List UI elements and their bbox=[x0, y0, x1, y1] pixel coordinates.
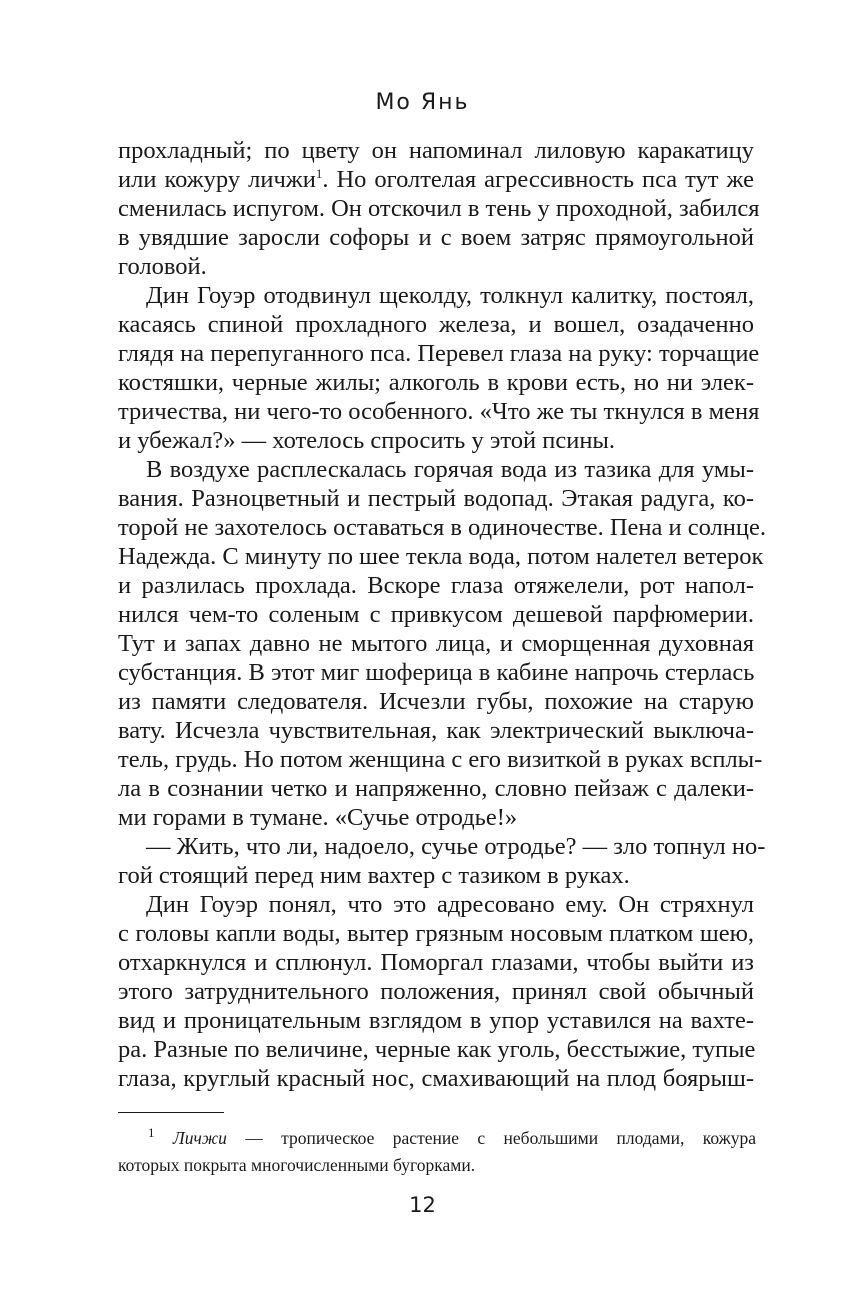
text-line: прохладный; по цвету он напоминал лиловую каракатицу bbox=[118, 137, 754, 164]
footnote-text: — тропическое растение с небольшими плодами, кожура bbox=[226, 1128, 757, 1148]
text-line: Тут и запах давно не мытого лица, и сморщенная духовная bbox=[118, 630, 754, 657]
text-fragment: или кожуру личжи bbox=[118, 166, 316, 193]
footnote-ref[interactable]: 1 bbox=[315, 165, 323, 181]
text-line: ми горами в тумане. «Сучье отродье!» bbox=[118, 804, 518, 831]
text-line: Дин Гоуэр отодвинул щеколду, толкнул калитку, постоял, bbox=[146, 282, 754, 309]
footnote bbox=[118, 1125, 756, 1179]
text-line: и разлилась прохлада. Вскоре глаза отяжелели, рот напол- bbox=[118, 572, 754, 599]
text-line: головой. bbox=[118, 253, 207, 280]
text-line: вания. Разноцветный и пестрый водопад. Этакая радуга, ко- bbox=[118, 485, 754, 512]
text-line: из памяти следователя. Исчезли губы, похожие на старую bbox=[118, 688, 754, 715]
text-line: торой не захотелось оставаться в одиночестве. Пена и солнце. bbox=[118, 514, 767, 541]
text-line: в увядшие заросли софоры и с воем затряс прямоугольной bbox=[118, 224, 754, 251]
text-line: глядя на перепуганного пса. Перевел глаза на руку: торчащие bbox=[118, 340, 760, 367]
text-line: этого затруднительного положения, принял свой обычный bbox=[118, 978, 754, 1005]
text-line: вату. Исчезла чувствительная, как электрический выключа- bbox=[118, 717, 754, 744]
footnote-marker: 1 bbox=[148, 1125, 155, 1141]
footnote-line: которых покрыта многочисленными бугорками. bbox=[118, 1155, 476, 1175]
running-title: Мо Янь bbox=[375, 90, 470, 115]
text-line: ла в сознании четко и напряженно, словно пейзаж с далеки- bbox=[118, 775, 754, 802]
text-line: и убежал?» — хотелось спросить у этой псины. bbox=[118, 427, 616, 454]
text-line: тричества, ни чего-то особенного. «Что же ты ткнулся в меня bbox=[118, 398, 760, 425]
text-line: с головы капли воды, вытер грязным носовым платком шею, bbox=[118, 920, 754, 947]
page-number: 12 bbox=[409, 1193, 436, 1217]
text-line: гой стоящий перед ним вахтер с тазиком в руках. bbox=[118, 862, 630, 889]
text-line: сменилась испугом. Он отскочил в тень у проходной, забился bbox=[118, 195, 760, 222]
text-line: костяшки, черные жилы; алкоголь в крови есть, но ни элек- bbox=[118, 369, 754, 396]
text-line bbox=[118, 165, 754, 194]
footnote-term: Личжи bbox=[172, 1128, 227, 1148]
text-fragment: . Но оголтелая агрессивность пса тут же bbox=[322, 166, 754, 193]
text-line: отхаркнулся и сплюнул. Поморгал глазами, чтобы выйти из bbox=[118, 949, 754, 976]
text-line: — Жить, что ли, надоело, сучье отродье? — зло топнул но- bbox=[146, 833, 766, 860]
text-line: Дин Гоуэр понял, что это адресовано ему. Он стряхнул bbox=[146, 891, 754, 918]
text-line: В воздухе расплескалась горячая вода из тазика для умы- bbox=[146, 456, 754, 483]
text-line: глаза, круглый красный нос, смахивающий на плод боярыш- bbox=[118, 1065, 754, 1092]
text-line: субстанция. В этот миг шоферица в кабине напрочь стерлась bbox=[118, 659, 755, 686]
main-text bbox=[118, 136, 767, 1093]
text-line: касаясь спиной прохладного железа, и вошел, озадаченно bbox=[118, 311, 754, 338]
text-line: вид и проницательным взглядом в упор уставился на вахте- bbox=[118, 1007, 754, 1034]
footnote-line bbox=[118, 1125, 756, 1152]
text-line: ра. Разные по величине, черные как уголь, бесстыжие, тупые bbox=[118, 1036, 756, 1063]
text-line: тель, грудь. Но потом женщина с его визиткой в руках всплы- bbox=[118, 746, 763, 773]
footnote-divider bbox=[118, 1112, 224, 1113]
text-line: Надежда. С минуту по шее текла вода, потом налетел ветерок bbox=[118, 543, 764, 570]
text-line: нился чем-то соленым с привкусом дешевой парфюмерии. bbox=[118, 601, 754, 628]
